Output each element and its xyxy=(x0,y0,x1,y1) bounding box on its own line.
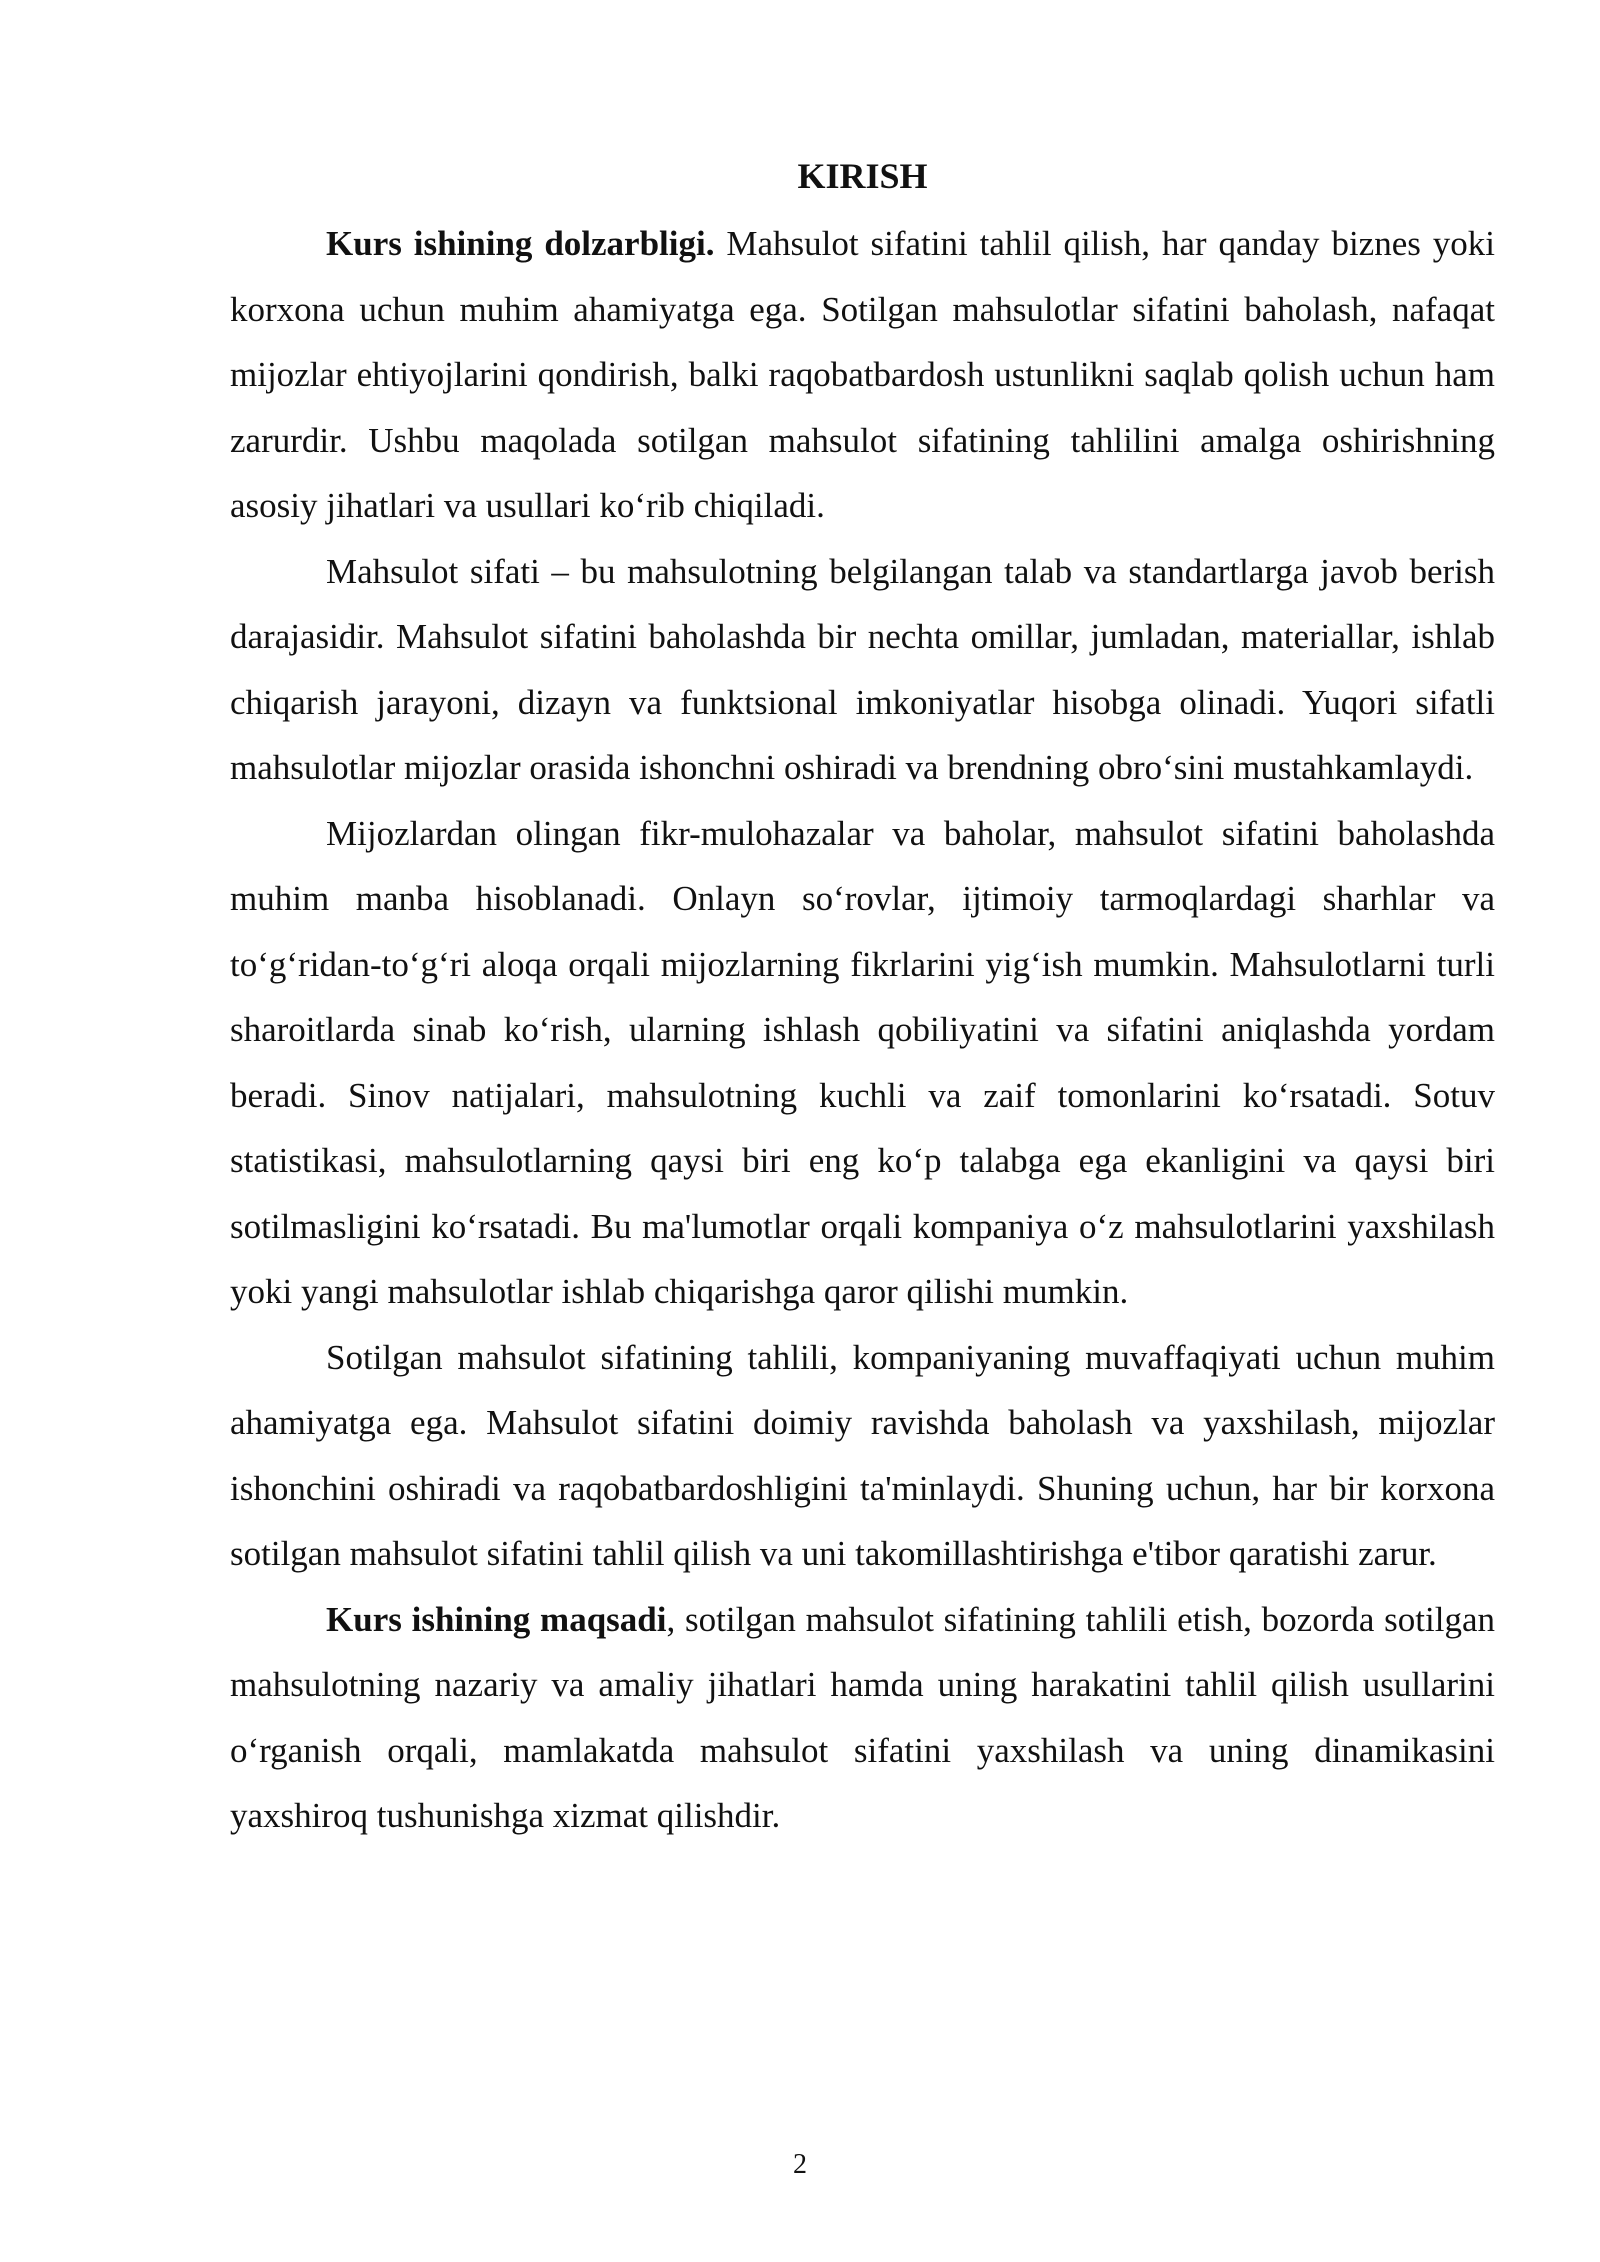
paragraph-quality-definition xyxy=(230,539,1495,801)
paragraph-relevance xyxy=(230,211,1495,539)
paragraph-goal xyxy=(230,1587,1495,1849)
paragraph-text: Mijozlardan olingan fikr-mulohazalar va baholar, mahsulot sifatini baholashda muhim manba hisoblanadi. Onlayn so‘rovlar, ijtimoiy tarmoqlardagi sharhlar va to‘g‘ridan-to‘g‘ri aloqa orqali mijozlarning fikrlarini yig‘ish mumkin. Mahsulotlarni turli sharoitlarda sinab ko‘rish, ularning ishlash qobiliyatini va sifatini aniqlashda yordam beradi. Sinov natijalari, mahsulotning kuchli va zaif tomonlarini ko‘rsatadi. Sotuv statistikasi, mahsulotlarning qaysi biri eng ko‘p talabga ega ekanligini va qaysi biri sotilmasligini ko‘rsatadi. Bu ma'lumotlar orqali kompaniya o‘z mahsulotlarini yaxshilash yoki yangi mahsulotlar ishlab chiqarishga qaror qilishi mumkin. xyxy=(230,813,1495,1311)
paragraph-text: , sotilgan mahsulot sifatining tahlili etish, bozorda sotilgan mahsulotning nazariy va amaliy jihatlari hamda uning harakatini tahlil qilish usullarini o‘rganish orqali, mamlakatda mahsulot sifatini yaxshilash va uning dinamikasini yaxshiroq tushunishga xizmat qilishdir. xyxy=(230,1599,1495,1835)
paragraph-customer-feedback xyxy=(230,801,1495,1325)
paragraph-analysis-importance xyxy=(230,1325,1495,1587)
page-title: KIRISH xyxy=(797,156,928,196)
paragraph-text: Sotilgan mahsulot sifatining tahlili, kompaniyaning muvaffaqiyati uchun muhim ahamiyatga ega. Mahsulot sifatini doimiy ravishda baholash va yaxshilash, mijozlar ishonchini oshiradi va raqobatbardoshligini ta'minlaydi. Shuning uchun, har bir korxona sotilgan mahsulot sifatini tahlil qilish va uni takomillashtirishga e'tibor qaratishi zarur. xyxy=(230,1337,1495,1573)
page-number: 2 xyxy=(793,2149,807,2180)
paragraph-lead: Kurs ishining maqsadi xyxy=(326,1599,667,1639)
paragraph-text: Mahsulot sifatini tahlil qilish, har qanday biznes yoki korxona uchun muhim ahamiyatga ega. Sotilgan mahsulotlar sifatini baholash, nafaqat mijozlar ehtiyojlarini qondirish, balki raqobatbardosh ustunlikni saqlab qolish uchun ham zarurdir. Ushbu maqolada sotilgan mahsulot sifatining tahlilini amalga oshirishning asosiy jihatlari va usullari ko‘rib chiqiladi. xyxy=(230,224,1495,525)
paragraph-lead: Kurs ishining dolzarbligi. xyxy=(326,224,715,263)
paragraph-text: Mahsulot sifati – bu mahsulotning belgilangan talab va standartlarga javob berish darajasidir. Mahsulot sifatini baholashda bir nechta omillar, jumladan, materiallar, ishlab chiqarish jarayoni, dizayn va funktsional imkoniyatlar hisobga olinadi. Yuqori sifatli mahsulotlar mijozlar orasida ishonchni oshiradi va brendning obro‘sini mustahkamlaydi. xyxy=(230,551,1495,787)
page-content xyxy=(230,146,1495,1849)
